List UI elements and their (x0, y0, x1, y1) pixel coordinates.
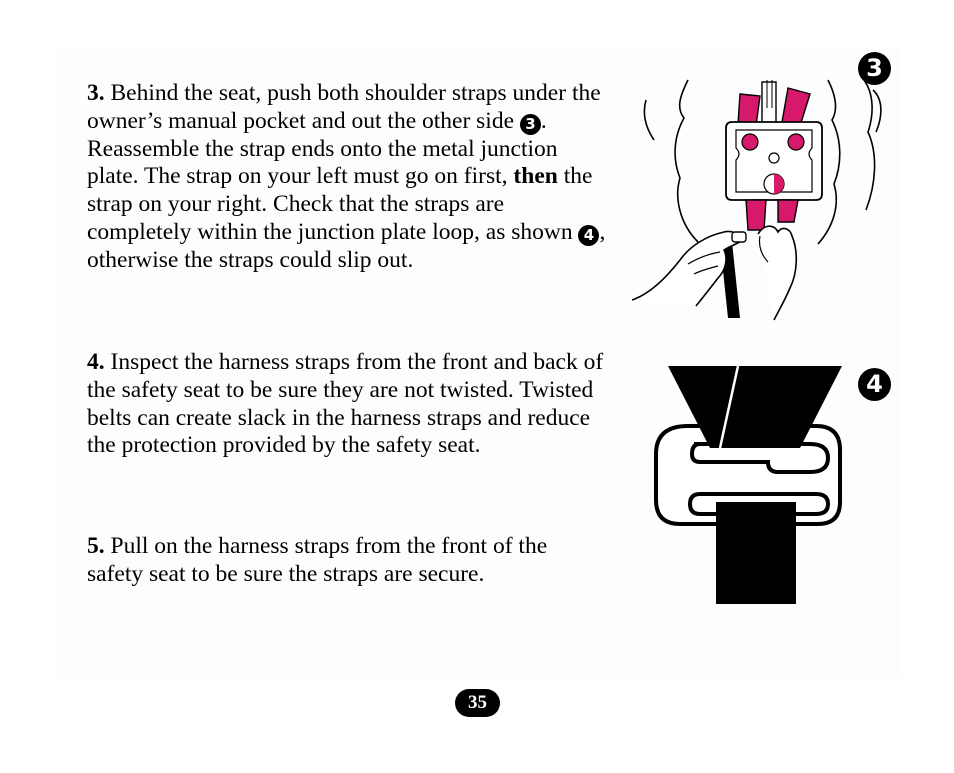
step-4 (87, 349, 607, 460)
step-3-text-c: the strap on your right. Check that the straps are completely within the junction plate loop, as shown (87, 163, 593, 245)
step-3-number: 3. (87, 80, 105, 106)
figure-4-ref-icon: 4 (578, 225, 599, 246)
figure-4-badge: 4 (858, 368, 891, 401)
step-5-number: 5. (87, 533, 105, 559)
harness-assembly-illustration-icon (628, 74, 893, 324)
page-number: 35 (455, 689, 500, 717)
step-4-text: Inspect the harness straps from the front and back of the safety seat to be sure they are not twisted. Twisted belts can create slack in the harness straps and reduce the protection provided by the safety seat. (87, 349, 604, 459)
step-3-emphasis: then (513, 163, 558, 190)
figure-3-badge: 3 (858, 52, 891, 85)
step-3-text-b: . Reassemble the strap ends onto the metal junction plate. The strap on your left must go on first, (87, 107, 558, 190)
step-4-number: 4. (87, 349, 105, 375)
step-3-text-d: , otherwise the straps could slip out. (87, 218, 606, 273)
junction-plate-loop-illustration-icon (650, 362, 850, 607)
step-3-text-a: Behind the seat, push both shoulder straps under the owner’s manual pocket and out the other side (87, 80, 601, 134)
step-5 (87, 533, 607, 589)
step-5-text: Pull on the harness straps from the front of the safety seat to be sure the straps are secure. (87, 533, 548, 587)
step-3 (87, 80, 607, 275)
figure-3-ref-icon: 3 (520, 114, 541, 135)
